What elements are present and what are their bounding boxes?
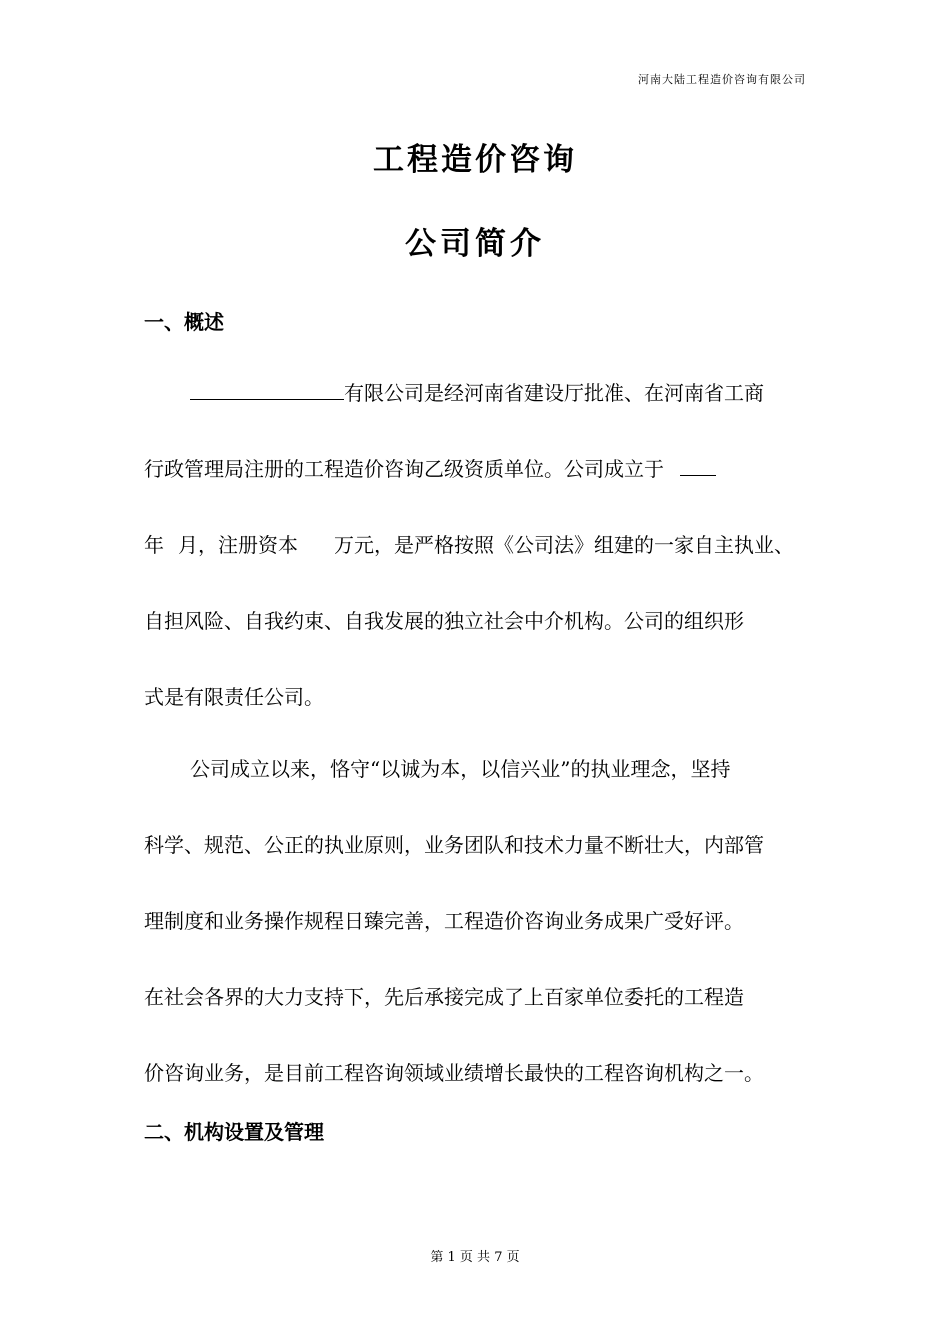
text-segment: 有限公司是经河南省建设厅批准、在河南省工商 — [344, 381, 764, 405]
paragraph-line: 在社会各界的大力支持下，先后承接完成了上百家单位委托的工程造 — [144, 985, 744, 1009]
document-title-line1: 工程造价咨询 — [373, 142, 577, 178]
company-name-blank — [190, 377, 344, 400]
paragraph-line — [144, 507, 794, 583]
document-title-line2: 公司简介 — [405, 226, 545, 262]
page-number: 第 1 页 共 7 页 — [430, 1250, 520, 1265]
section-heading-organization: 二、机构设置及管理 — [144, 1120, 324, 1144]
text-segment: 行政管理局注册的工程造价咨询乙级资质单位。公司成立于 — [144, 457, 664, 481]
text-segment: 月，注册资本 — [178, 533, 298, 557]
paragraph-line: 公司成立以来，恪守“以诚为本，以信兴业”的执业理念，坚持 — [190, 757, 731, 781]
paragraph-line: 式是有限责任公司。 — [144, 685, 324, 709]
paragraph-line: 自担风险、自我约束、自我发展的独立社会中介机构。公司的组织形 — [144, 609, 744, 633]
paragraph-line: 价咨询业务，是目前工程咨询领域业绩增长最快的工程咨询机构之一。 — [144, 1061, 764, 1085]
section-heading-overview: 一、概述 — [144, 310, 224, 334]
paragraph-line: 科学、规范、公正的执业原则，业务团队和技术力量不断壮大，内部管 — [144, 833, 764, 857]
paragraph-line: 理制度和业务操作规程日臻完善，工程造价咨询业务成果广受好评。 — [144, 909, 744, 933]
founding-date-blank — [680, 453, 716, 476]
header-company-name: 河南大陆工程造价咨询有限公司 — [638, 73, 806, 86]
text-segment: 年 — [144, 533, 164, 557]
text-segment: 万元，是严格按照《公司法》组建的一家自主执业、 — [334, 533, 794, 557]
paragraph-line — [144, 431, 716, 507]
paragraph-line — [190, 355, 764, 431]
